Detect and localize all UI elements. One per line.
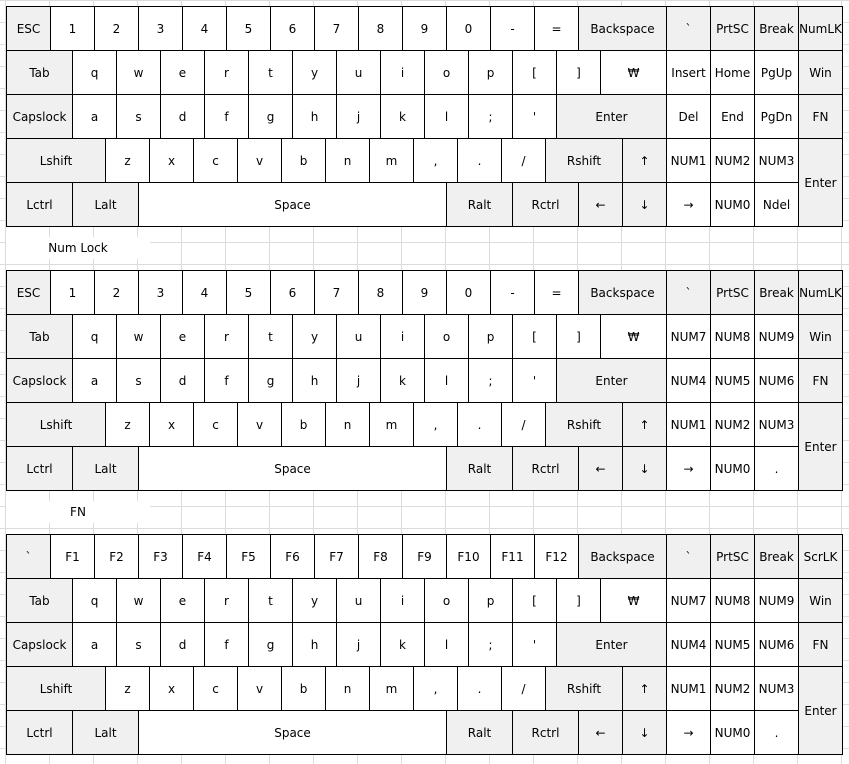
key-w: w (116, 50, 161, 95)
key-prtsc: PrtSC (710, 270, 755, 315)
key-t: t (248, 50, 293, 95)
key-h: h (292, 622, 337, 667)
key-capslock: Capslock (6, 94, 73, 139)
key-num8: NUM8 (710, 578, 755, 623)
key-n: n (325, 666, 370, 711)
key-5: 5 (226, 270, 271, 315)
key-s: s (116, 358, 161, 403)
key-n: n (325, 402, 370, 447)
caption-fn: FN (6, 501, 150, 523)
key-o: o (424, 578, 469, 623)
key-8: 8 (358, 6, 403, 51)
key-f5: F5 (226, 534, 271, 579)
key-u: u (336, 50, 381, 95)
key-win: Win (798, 314, 843, 359)
key-arrow-right: → (666, 446, 711, 491)
key-minus: - (490, 6, 535, 51)
key-v: v (237, 666, 282, 711)
key-k: k (380, 358, 425, 403)
key-d: d (160, 94, 205, 139)
key-a: a (72, 358, 117, 403)
key-tab: Tab (6, 314, 73, 359)
key-y: y (292, 578, 337, 623)
key-lshift: Lshift (6, 138, 106, 183)
key-arrow-up: ↑ (622, 138, 667, 183)
key-scrlk: ScrLK (798, 534, 843, 579)
key-ndel: Ndel (754, 182, 799, 227)
key-ralt: Ralt (446, 182, 513, 227)
key-semicolon: ; (468, 358, 513, 403)
key-num7: NUM7 (666, 314, 711, 359)
key-num8: NUM8 (710, 314, 755, 359)
key-0: 0 (446, 6, 491, 51)
key-arrow-down: ↓ (622, 182, 667, 227)
key-p: p (468, 314, 513, 359)
keyboard-layout-default (6, 6, 842, 226)
key-v: v (237, 138, 282, 183)
key-e: e (160, 50, 205, 95)
key-enter: Enter (798, 402, 843, 491)
key-c: c (193, 402, 238, 447)
key-ralt: Ralt (446, 710, 513, 755)
key-num6: NUM6 (754, 358, 799, 403)
key-enter: Enter (798, 666, 843, 755)
key-slash: / (501, 138, 546, 183)
key-won: ₩ (600, 314, 667, 359)
key-f9: F9 (402, 534, 447, 579)
key-right-bracket: ] (556, 50, 601, 95)
key-slash: / (501, 402, 546, 447)
key-ralt: Ralt (446, 446, 513, 491)
keyboard-layout-num-lock (6, 270, 842, 490)
key-x: x (149, 402, 194, 447)
key-comma: , (413, 138, 458, 183)
key-quote: ' (512, 358, 557, 403)
key-o: o (424, 314, 469, 359)
key-2: 2 (94, 6, 139, 51)
key-v: v (237, 402, 282, 447)
key-8: 8 (358, 270, 403, 315)
key-lalt: Lalt (72, 182, 139, 227)
key-num6: NUM6 (754, 622, 799, 667)
key-r: r (204, 50, 249, 95)
key-9: 9 (402, 270, 447, 315)
key-m: m (369, 138, 414, 183)
key-e: e (160, 314, 205, 359)
key-j: j (336, 358, 381, 403)
key-backtick: ` (666, 6, 711, 51)
key-arrow-left: ← (578, 446, 623, 491)
key-space: Space (138, 446, 447, 491)
key-comma: , (413, 402, 458, 447)
key-z: z (105, 138, 150, 183)
key-period: . (754, 710, 799, 755)
key-z: z (105, 402, 150, 447)
key-semicolon: ; (468, 622, 513, 667)
key-period: . (754, 446, 799, 491)
key-y: y (292, 50, 337, 95)
key-comma: , (413, 666, 458, 711)
key-backtick: ` (6, 534, 51, 579)
key-insert: Insert (666, 50, 711, 95)
key-g: g (248, 622, 293, 667)
key-space: Space (138, 710, 447, 755)
key-num2: NUM2 (710, 138, 755, 183)
key-f: f (204, 94, 249, 139)
key-g: g (248, 358, 293, 403)
key-break: Break (754, 270, 799, 315)
key-j: j (336, 622, 381, 667)
key-semicolon: ; (468, 94, 513, 139)
key-quote: ' (512, 622, 557, 667)
key-lctrl: Lctrl (6, 710, 73, 755)
key-arrow-up: ↑ (622, 666, 667, 711)
key-rshift: Rshift (545, 666, 623, 711)
key-won: ₩ (600, 578, 667, 623)
key-num7: NUM7 (666, 578, 711, 623)
key-fn: FN (798, 622, 843, 667)
key-num0: NUM0 (710, 182, 755, 227)
key-b: b (281, 402, 326, 447)
key-lctrl: Lctrl (6, 182, 73, 227)
key-f: f (204, 622, 249, 667)
key-b: b (281, 666, 326, 711)
key-equals: = (534, 270, 579, 315)
key-left-bracket: [ (512, 578, 557, 623)
key-l: l (424, 94, 469, 139)
key-f3: F3 (138, 534, 183, 579)
key-lshift: Lshift (6, 666, 106, 711)
key-rshift: Rshift (545, 402, 623, 447)
key-e: e (160, 578, 205, 623)
key-t: t (248, 314, 293, 359)
key-minus: - (490, 270, 535, 315)
key-right-bracket: ] (556, 578, 601, 623)
key-backspace: Backspace (578, 270, 667, 315)
key-enter: Enter (556, 622, 667, 667)
key-end: End (710, 94, 755, 139)
key-num1: NUM1 (666, 402, 711, 447)
key-g: g (248, 94, 293, 139)
key-win: Win (798, 578, 843, 623)
key-lalt: Lalt (72, 446, 139, 491)
key-d: d (160, 622, 205, 667)
key-num1: NUM1 (666, 138, 711, 183)
key-b: b (281, 138, 326, 183)
key-r: r (204, 578, 249, 623)
key-m: m (369, 402, 414, 447)
key-fn: FN (798, 358, 843, 403)
key-num4: NUM4 (666, 622, 711, 667)
key-fn: FN (798, 94, 843, 139)
key-a: a (72, 622, 117, 667)
key-o: o (424, 50, 469, 95)
key-arrow-left: ← (578, 182, 623, 227)
key-6: 6 (270, 6, 315, 51)
key-7: 7 (314, 270, 359, 315)
key-backtick: ` (666, 270, 711, 315)
key-left-bracket: [ (512, 314, 557, 359)
key-period: . (457, 666, 502, 711)
key-k: k (380, 622, 425, 667)
caption-num-lock: Num Lock (6, 237, 150, 259)
key-num9: NUM9 (754, 578, 799, 623)
key-prtsc: PrtSC (710, 534, 755, 579)
key-rshift: Rshift (545, 138, 623, 183)
key-4: 4 (182, 270, 227, 315)
key-num2: NUM2 (710, 666, 755, 711)
key-f4: F4 (182, 534, 227, 579)
key-rctrl: Rctrl (512, 182, 579, 227)
key-num3: NUM3 (754, 138, 799, 183)
key-num1: NUM1 (666, 666, 711, 711)
key-y: y (292, 314, 337, 359)
key-4: 4 (182, 6, 227, 51)
key-d: d (160, 358, 205, 403)
key-numlk: NumLK (798, 270, 843, 315)
key-f7: F7 (314, 534, 359, 579)
key-r: r (204, 314, 249, 359)
key-quote: ' (512, 94, 557, 139)
key-x: x (149, 666, 194, 711)
key-f12: F12 (534, 534, 579, 579)
key-tab: Tab (6, 50, 73, 95)
key-prtsc: PrtSC (710, 6, 755, 51)
key-i: i (380, 314, 425, 359)
key-capslock: Capslock (6, 358, 73, 403)
key-arrow-down: ↓ (622, 446, 667, 491)
key-0: 0 (446, 270, 491, 315)
key-5: 5 (226, 6, 271, 51)
key-7: 7 (314, 6, 359, 51)
key-num9: NUM9 (754, 314, 799, 359)
key-s: s (116, 94, 161, 139)
key-h: h (292, 358, 337, 403)
key-f1: F1 (50, 534, 95, 579)
key-s: s (116, 622, 161, 667)
key-l: l (424, 358, 469, 403)
key-esc: ESC (6, 270, 51, 315)
key-m: m (369, 666, 414, 711)
key-q: q (72, 314, 117, 359)
key-1: 1 (50, 270, 95, 315)
key-h: h (292, 94, 337, 139)
key-u: u (336, 314, 381, 359)
key-rctrl: Rctrl (512, 710, 579, 755)
key-p: p (468, 578, 513, 623)
key-numlk: NumLK (798, 6, 843, 51)
key-f2: F2 (94, 534, 139, 579)
key-pgup: PgUp (754, 50, 799, 95)
key-num5: NUM5 (710, 622, 755, 667)
key-right-bracket: ] (556, 314, 601, 359)
key-j: j (336, 94, 381, 139)
key-w: w (116, 578, 161, 623)
keyboard-layout-fn (6, 534, 842, 754)
key-rctrl: Rctrl (512, 446, 579, 491)
key-num0: NUM0 (710, 710, 755, 755)
key-space: Space (138, 182, 447, 227)
key-l: l (424, 622, 469, 667)
key-enter: Enter (556, 358, 667, 403)
key-enter: Enter (556, 94, 667, 139)
key-win: Win (798, 50, 843, 95)
key-break: Break (754, 534, 799, 579)
key-backspace: Backspace (578, 534, 667, 579)
key-f6: F6 (270, 534, 315, 579)
key-period: . (457, 138, 502, 183)
key-num3: NUM3 (754, 666, 799, 711)
key-esc: ESC (6, 6, 51, 51)
key-3: 3 (138, 6, 183, 51)
key-p: p (468, 50, 513, 95)
key-i: i (380, 578, 425, 623)
key-arrow-right: → (666, 182, 711, 227)
key-num5: NUM5 (710, 358, 755, 403)
key-left-bracket: [ (512, 50, 557, 95)
key-period: . (457, 402, 502, 447)
key-k: k (380, 94, 425, 139)
key-c: c (193, 138, 238, 183)
key-z: z (105, 666, 150, 711)
key-lalt: Lalt (72, 710, 139, 755)
key-enter: Enter (798, 138, 843, 227)
key-del: Del (666, 94, 711, 139)
key-t: t (248, 578, 293, 623)
key-num3: NUM3 (754, 402, 799, 447)
key-tab: Tab (6, 578, 73, 623)
key-arrow-down: ↓ (622, 710, 667, 755)
key-arrow-up: ↑ (622, 402, 667, 447)
key-c: c (193, 666, 238, 711)
key-q: q (72, 50, 117, 95)
key-u: u (336, 578, 381, 623)
key-lctrl: Lctrl (6, 446, 73, 491)
key-f11: F11 (490, 534, 535, 579)
key-x: x (149, 138, 194, 183)
key-num4: NUM4 (666, 358, 711, 403)
key-capslock: Capslock (6, 622, 73, 667)
key-2: 2 (94, 270, 139, 315)
key-f8: F8 (358, 534, 403, 579)
key-break: Break (754, 6, 799, 51)
key-n: n (325, 138, 370, 183)
key-a: a (72, 94, 117, 139)
key-lshift: Lshift (6, 402, 106, 447)
key-backspace: Backspace (578, 6, 667, 51)
key-1: 1 (50, 6, 95, 51)
key-equals: = (534, 6, 579, 51)
key-arrow-left: ← (578, 710, 623, 755)
key-pgdn: PgDn (754, 94, 799, 139)
key-q: q (72, 578, 117, 623)
key-slash: / (501, 666, 546, 711)
key-w: w (116, 314, 161, 359)
key-9: 9 (402, 6, 447, 51)
key-f10: F10 (446, 534, 491, 579)
key-6: 6 (270, 270, 315, 315)
key-won: ₩ (600, 50, 667, 95)
key-num2: NUM2 (710, 402, 755, 447)
key-num0: NUM0 (710, 446, 755, 491)
key-i: i (380, 50, 425, 95)
key-3: 3 (138, 270, 183, 315)
key-arrow-right: → (666, 710, 711, 755)
key-f: f (204, 358, 249, 403)
key-backtick: ` (666, 534, 711, 579)
key-home: Home (710, 50, 755, 95)
